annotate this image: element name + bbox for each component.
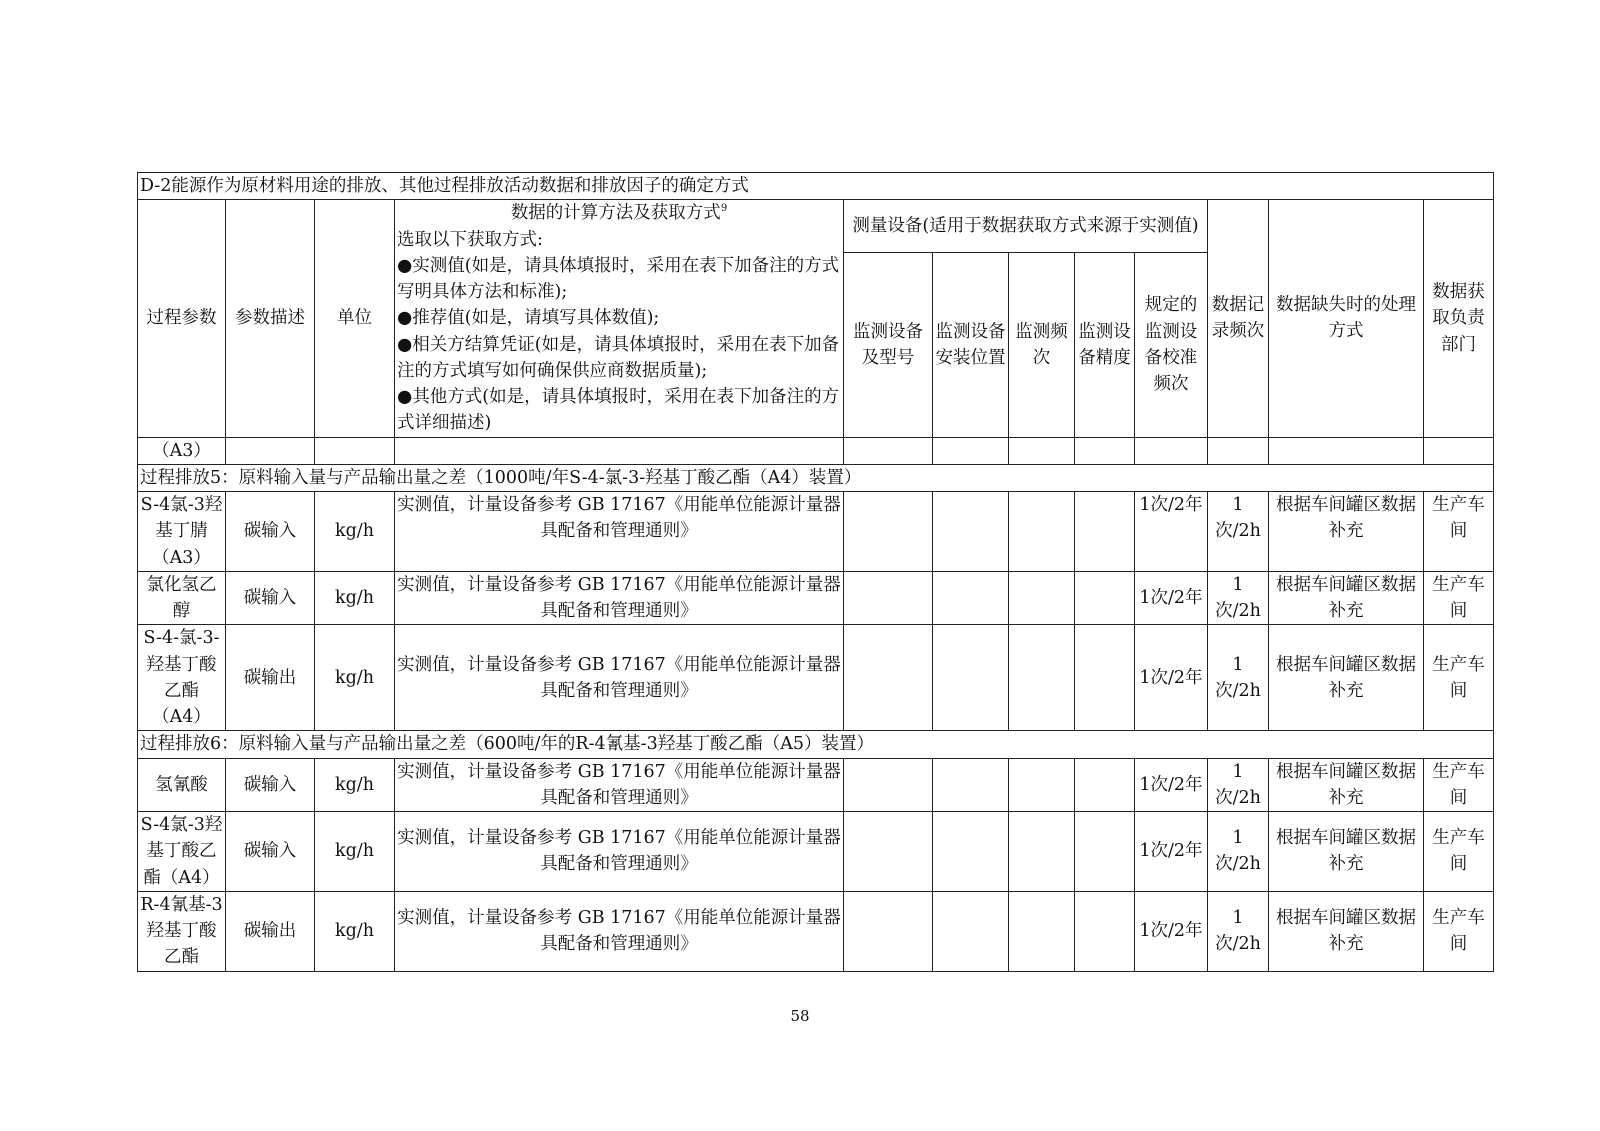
- row-record: 1次/2h: [1208, 571, 1269, 625]
- header-method-title-line: [397, 200, 841, 226]
- header-process-param: 过程参数: [138, 200, 226, 437]
- row-calibration: 1次/2年: [1135, 571, 1208, 625]
- row-calibration: 1次/2年: [1135, 492, 1208, 572]
- row-missing: 根据车间罐区数据补充: [1269, 812, 1424, 892]
- header-dept: 数据获取负责部门: [1424, 200, 1494, 437]
- header-device-model: 监测设备及型号: [844, 253, 933, 437]
- header-calibration-freq: 规定的监测设备校准频次: [1135, 253, 1208, 437]
- row-unit: kg/h: [315, 891, 395, 971]
- header-unit: 单位: [315, 200, 395, 437]
- header-record-freq: 数据记录频次: [1208, 200, 1269, 437]
- row-unit: kg/h: [315, 758, 395, 812]
- header-row-1: [138, 200, 1494, 253]
- leftover-param: （A3）: [138, 437, 226, 464]
- table-row: [138, 812, 1494, 892]
- method-line: ●实测值(如是，请具体填报时，采用在表下加备注的方式写明具体方法和标准);: [397, 255, 840, 302]
- section-title: 过程排放6：原料输入量与产品输出量之差（600吨/年的R-4氰基-3羟基丁酸乙酯（A5）装置）: [138, 731, 1494, 758]
- header-method-title: 数据的计算方法及获取方式: [510, 203, 721, 224]
- table-row: [138, 625, 1494, 731]
- leftover-row: [138, 437, 1494, 464]
- row-desc: 碳输入: [226, 571, 315, 625]
- row-missing: 根据车间罐区数据补充: [1269, 571, 1424, 625]
- table-row: [138, 492, 1494, 572]
- page-number: 58: [790, 1007, 810, 1025]
- row-unit: kg/h: [315, 492, 395, 572]
- row-desc: 碳输入: [226, 758, 315, 812]
- row-missing: 根据车间罐区数据补充: [1269, 891, 1424, 971]
- row-dept: 生产车间: [1424, 625, 1494, 731]
- header-measurement-group: 测量设备(适用于数据获取方式来源于实测值): [844, 200, 1208, 253]
- header-missing-handling: 数据缺失时的处理方式: [1269, 200, 1424, 437]
- method-line: 选取以下获取方式:: [397, 229, 543, 250]
- row-missing: 根据车间罐区数据补充: [1269, 492, 1424, 572]
- table-row: [138, 891, 1494, 971]
- row-method: 实测值，计量设备参考 GB 17167《用能单位能源计量器具配备和管理通则》: [395, 891, 844, 971]
- row-calibration: 1次/2年: [1135, 812, 1208, 892]
- method-line: ●其他方式(如是，请具体填报时，采用在表下加备注的方式详细描述): [397, 387, 840, 434]
- row-method: 实测值，计量设备参考 GB 17167《用能单位能源计量器具配备和管理通则》: [395, 812, 844, 892]
- row-unit: kg/h: [315, 571, 395, 625]
- row-method: 实测值，计量设备参考 GB 17167《用能单位能源计量器具配备和管理通则》: [395, 758, 844, 812]
- section-title: 过程排放5：原料输入量与产品输出量之差（1000吨/年S-4-氯-3-羟基丁酸乙酯（A4）装置）: [138, 464, 1494, 491]
- row-param: 氢氰酸: [138, 758, 226, 812]
- row-desc: 碳输出: [226, 625, 315, 731]
- row-missing: 根据车间罐区数据补充: [1269, 625, 1424, 731]
- row-calibration: 1次/2年: [1135, 891, 1208, 971]
- row-method: 实测值，计量设备参考 GB 17167《用能单位能源计量器具配备和管理通则》: [395, 492, 844, 572]
- row-dept: 生产车间: [1424, 891, 1494, 971]
- row-record: 1次/2h: [1208, 625, 1269, 731]
- row-desc: 碳输入: [226, 812, 315, 892]
- row-calibration: 1次/2年: [1135, 758, 1208, 812]
- method-line: ●相关方结算凭证(如是，请具体填报时，采用在表下加备注的方式填写如何确保供应商数据质量);: [397, 334, 840, 381]
- row-method: 实测值，计量设备参考 GB 17167《用能单位能源计量器具配备和管理通则》: [395, 625, 844, 731]
- row-method: 实测值，计量设备参考 GB 17167《用能单位能源计量器具配备和管理通则》: [395, 571, 844, 625]
- row-param: R-4氰基-3羟基丁酸乙酯: [138, 891, 226, 971]
- row-param: S-4-氯-3-羟基丁酸乙酯（A4）: [138, 625, 226, 731]
- header-method: [395, 200, 844, 437]
- row-desc: 碳输出: [226, 891, 315, 971]
- row-param: S-4氯-3羟基丁酸乙酯（A4）: [138, 812, 226, 892]
- method-line: ●推荐值(如是，请填写具体数值);: [397, 308, 660, 329]
- row-dept: 生产车间: [1424, 758, 1494, 812]
- row-record: 1次/2h: [1208, 758, 1269, 812]
- section-title-row: [138, 464, 1494, 491]
- header-install-location: 监测设备安装位置: [933, 253, 1009, 437]
- row-dept: 生产车间: [1424, 492, 1494, 572]
- header-monitor-freq: 监测频次: [1009, 253, 1075, 437]
- row-param: 氯化氢乙醇: [138, 571, 226, 625]
- table-title: D-2能源作为原材料用途的排放、其他过程排放活动数据和排放因子的确定方式: [138, 173, 1494, 200]
- row-record: 1次/2h: [1208, 812, 1269, 892]
- table-title-row: [138, 173, 1494, 200]
- row-unit: kg/h: [315, 812, 395, 892]
- row-record: 1次/2h: [1208, 492, 1269, 572]
- row-desc: 碳输入: [226, 492, 315, 572]
- row-dept: 生产车间: [1424, 571, 1494, 625]
- section-title-row: [138, 731, 1494, 758]
- header-precision: 监测设备精度: [1075, 253, 1135, 437]
- row-unit: kg/h: [315, 625, 395, 731]
- header-param-desc: 参数描述: [226, 200, 315, 437]
- row-record: 1次/2h: [1208, 891, 1269, 971]
- row-calibration: 1次/2年: [1135, 625, 1208, 731]
- emission-data-table: [137, 172, 1494, 972]
- table-row: [138, 758, 1494, 812]
- header-method-footnote: 9: [720, 203, 728, 215]
- table-row: [138, 571, 1494, 625]
- row-dept: 生产车间: [1424, 812, 1494, 892]
- row-param: S-4氯-3羟基丁腈（A3）: [138, 492, 226, 572]
- row-missing: 根据车间罐区数据补充: [1269, 758, 1424, 812]
